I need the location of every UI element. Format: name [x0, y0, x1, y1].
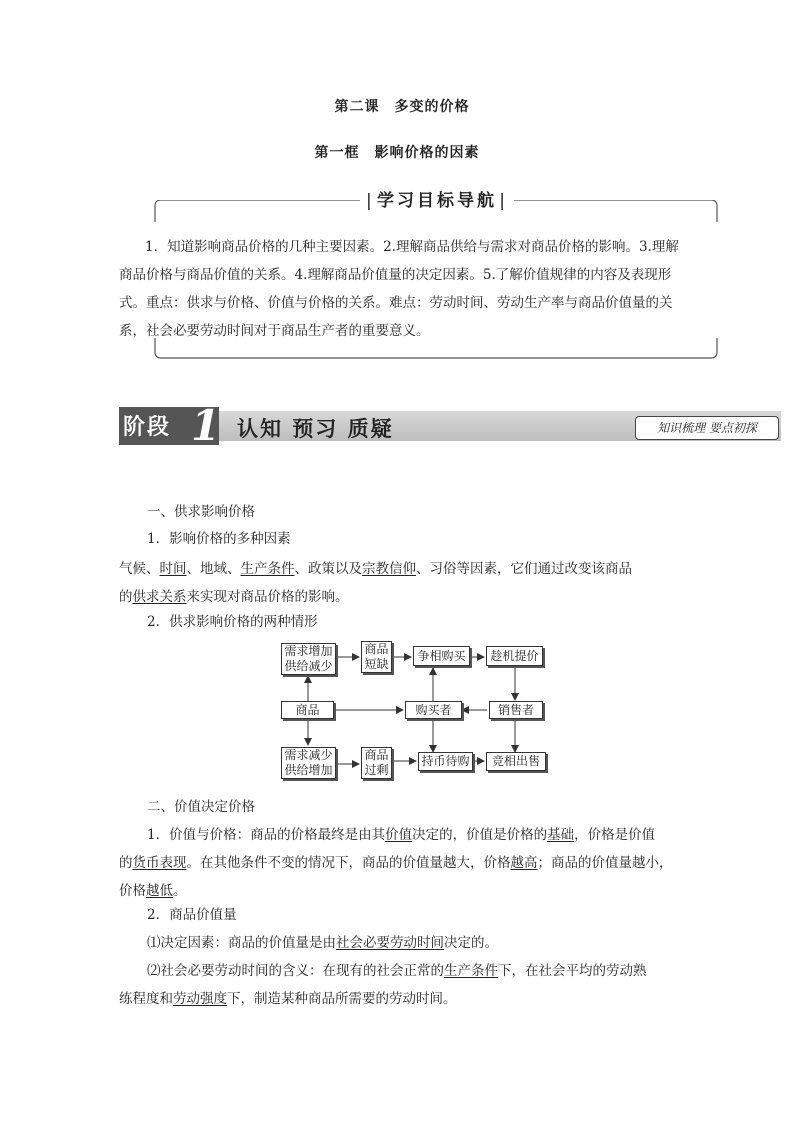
flow-demand-down: 需求减少 供给增加: [281, 747, 336, 779]
flow-shortage: 商品 短缺: [361, 641, 392, 673]
flow-seller: 销售者: [489, 701, 543, 719]
section2-heading: 二、价值决定价格: [147, 799, 255, 815]
stage-label: 阶段: [123, 415, 172, 440]
section1-item1-title: 1．影响价格的多种因素: [147, 531, 291, 547]
section2-sub2: ⑵社会必要劳动时间的含义：在现有的社会正常的生产条件下，在社会平均的劳动熟 练程度和劳动强度下，制造某种商品所需要的劳动时间。: [119, 963, 647, 1007]
flow-compete-buy: 争相购买: [413, 646, 470, 666]
section1-heading: 一、供求影响价格: [147, 504, 255, 520]
section1-item2-title: 2．供求影响价格的两种情形: [147, 614, 318, 630]
flow-demand-up: 需求增加 供给减少: [281, 643, 336, 675]
stage-number: 1: [191, 401, 221, 450]
flow-compete-sell: 竞相出售: [486, 752, 546, 771]
goals-title: |学习目标导航|: [360, 186, 514, 211]
lesson-title: 第二课 多变的价格: [334, 99, 470, 115]
section2-sub1: ⑴决定因素：商品的价值量是由社会必要劳动时间决定的。: [147, 935, 498, 951]
flow-buyer: 购买者: [405, 701, 462, 719]
stage-tag: 知识梳理 要点初探: [635, 416, 779, 440]
goals-text: 1．知道影响商品价格的几种主要因素。2.理解商品供给与需求对商品价格的影响。3.理解商品价格与商品价值的关系。4.理解商品价值量的决定因素。5.了解价值规律的内容及表现形式。重点：供求与价格、价值与价格的关系。难点：劳动时间、劳动生产率与商品价值量的关系，社会必要劳动时间对于商品生产者的重要意义。: [119, 239, 679, 339]
section1-paragraph1: 气候、时间、地域、生产条件、政策以及宗教信仰、习俗等因素，它们通过改变该商品 的供求关系来实现对商品价格的影响。: [119, 561, 632, 605]
flow-raise-price: 趁机提价: [486, 646, 543, 666]
section2-item2-title: 2．商品价值量: [147, 907, 237, 923]
flow-goods: 商品: [281, 701, 334, 719]
flow-surplus: 商品 过剩: [361, 747, 392, 779]
stage-title: 认知 预习 质疑: [237, 417, 394, 441]
section-title: 第一框 影响价格的因素: [314, 145, 480, 161]
section2-paragraph1: 1．价值与价格：商品的价格最终是由其价值决定的，价值是价格的基础，价格是价值 的货币表现。在其他条件不变的情况下，商品的价值量越大，价格越高；商品的价值量越小， 价格越低。: [119, 827, 673, 899]
flow-wait: 持币待购: [418, 752, 473, 771]
